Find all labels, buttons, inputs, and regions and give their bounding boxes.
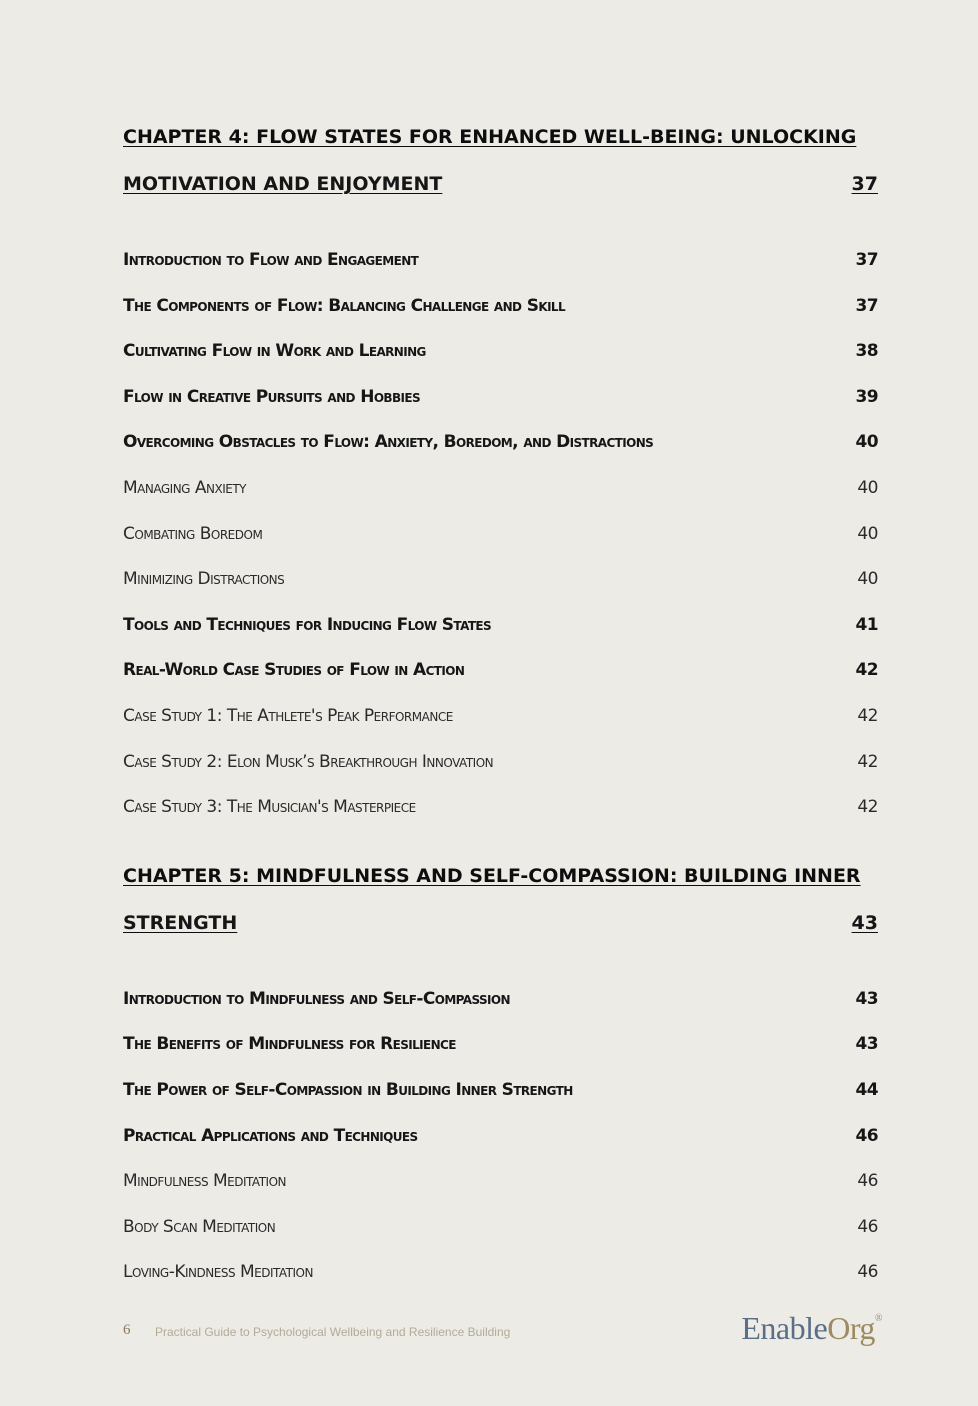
entry-page-number: 42 (857, 705, 878, 726)
dot-leader (420, 264, 853, 265)
entry-page-number: 42 (857, 751, 878, 772)
entry-page-number: 40 (857, 523, 878, 544)
chapter-title-row (123, 901, 878, 945)
dot-leader (495, 766, 855, 767)
entry-page-number: 44 (855, 1079, 878, 1100)
dot-leader (315, 1276, 855, 1277)
toc-section-entry[interactable] (123, 1114, 878, 1160)
toc-section-entry[interactable] (123, 329, 878, 375)
entry-page-number: 38 (855, 341, 878, 362)
entry-page-number: 37 (855, 250, 878, 270)
dot-leader (493, 629, 853, 630)
entry-title: Case Study 1: The Athlete's Peak Performance (123, 705, 453, 726)
footer-book-title: Practical Guide to Psychological Wellbeing and Resilience Building (155, 1325, 511, 1339)
dot-leader (288, 1185, 855, 1186)
entry-title: Managing Anxiety (123, 477, 246, 498)
dot-leader (277, 1231, 855, 1232)
entry-title: Loving-Kindness Meditation (123, 1262, 313, 1283)
entry-title: Minimizing Distractions (123, 569, 285, 590)
entry-title: Introduction to Flow and Engagement (123, 250, 419, 270)
entry-title: Practical Applications and Techniques (123, 1125, 418, 1146)
dot-leader (575, 1094, 854, 1095)
toc-subsection-entry[interactable] (123, 557, 878, 603)
toc-section-entry[interactable] (123, 648, 878, 694)
entry-title: Cultivating Flow in Work and Learning (123, 341, 426, 362)
dot-leader (428, 355, 854, 356)
dot-leader (239, 928, 849, 929)
chapter-heading[interactable] (123, 857, 878, 945)
toc-section-entry[interactable] (123, 375, 878, 421)
chapter-title-line1: CHAPTER 5: MINDFULNESS AND SELF-COMPASSION: BUILDING INNER (123, 864, 861, 887)
dot-leader (458, 1048, 854, 1049)
entry-page-number: 42 (855, 660, 878, 681)
enableorg-logo: EnableOrg® (741, 1310, 882, 1346)
page-footer (123, 1312, 882, 1356)
dot-leader (264, 538, 855, 539)
chapter-title-line1: CHAPTER 4: FLOW STATES FOR ENHANCED WELL-BEING: UNLOCKING (123, 126, 857, 148)
toc-subsection-entry[interactable] (123, 1205, 878, 1251)
toc-subsection-entry[interactable] (123, 740, 878, 786)
toc-subsection-entry[interactable] (123, 1159, 878, 1205)
entry-page-number: 46 (857, 1262, 878, 1283)
entry-page-number: 40 (857, 569, 878, 590)
entry-title: Overcoming Obstacles to Flow: Anxiety, Boredom, and Distractions (123, 432, 654, 453)
dot-leader (286, 583, 855, 584)
entry-title: The Components of Flow: Balancing Challenge and Skill (123, 295, 566, 316)
spacer (123, 206, 878, 238)
toc-section-entry[interactable] (123, 977, 878, 1023)
chapter-page-number: 37 (851, 173, 878, 195)
entry-page-number: 40 (857, 477, 878, 498)
toc-subsection-entry[interactable] (123, 512, 878, 558)
entry-page-number: 46 (855, 1125, 878, 1146)
dot-leader (455, 720, 856, 721)
toc-subsection-entry[interactable] (123, 466, 878, 512)
chapter-title-line2: MOTIVATION AND ENJOYMENT (123, 173, 443, 195)
entry-title: Tools and Techniques for Inducing Flow States (123, 614, 492, 635)
chapter-heading[interactable] (123, 118, 878, 206)
dot-leader (248, 492, 855, 493)
entry-page-number: 40 (855, 432, 878, 453)
entry-page-number: 46 (857, 1216, 878, 1237)
entry-title: Flow in Creative Pursuits and Hobbies (123, 386, 421, 407)
chapter-title-row (123, 162, 878, 206)
entry-page-number: 37 (855, 295, 878, 316)
toc-section-entry[interactable] (123, 1022, 878, 1068)
dot-leader (512, 1003, 854, 1004)
chapter-page-number: 43 (851, 911, 878, 934)
dot-leader (655, 446, 853, 447)
entry-page-number: 43 (855, 1034, 878, 1055)
toc-section-entry[interactable] (123, 420, 878, 466)
entry-page-number: 46 (857, 1171, 878, 1192)
dot-leader (567, 310, 854, 311)
entry-title: Case Study 3: The Musician's Masterpiece (123, 797, 416, 818)
entry-title: Introduction to Mindfulness and Self-Compassion (123, 988, 510, 1009)
toc-subsection-entry[interactable] (123, 785, 878, 831)
spacer (123, 831, 878, 857)
toc-section-entry[interactable] (123, 1068, 878, 1114)
table-of-contents (123, 118, 878, 1296)
dot-leader (418, 811, 856, 812)
dot-leader (444, 189, 849, 190)
page-number: 6 (123, 1322, 131, 1338)
entry-page-number: 41 (855, 614, 878, 635)
toc-section-entry[interactable] (123, 284, 878, 330)
entry-title: The Benefits of Mindfulness for Resilience (123, 1034, 456, 1055)
toc-section-entry[interactable] (123, 238, 878, 284)
entry-title: Body Scan Meditation (123, 1216, 276, 1237)
toc-section-entry[interactable] (123, 603, 878, 649)
entry-title: Real-World Case Studies of Flow in Action (123, 660, 465, 681)
toc-subsection-entry[interactable] (123, 1250, 878, 1296)
toc-subsection-entry[interactable] (123, 694, 878, 740)
dot-leader (422, 401, 854, 402)
dot-leader (466, 674, 853, 675)
entry-page-number: 39 (855, 386, 878, 407)
dot-leader (420, 1140, 854, 1141)
entry-page-number: 42 (857, 797, 878, 818)
entry-title: Case Study 2: Elon Musk’s Breakthrough Innovation (123, 751, 494, 772)
entry-title: The Power of Self-Compassion in Building Inner Strength (123, 1079, 573, 1100)
entry-page-number: 43 (855, 988, 878, 1009)
chapter-title-line2: STRENGTH (123, 911, 238, 934)
spacer (123, 945, 878, 977)
entry-title: Combating Boredom (123, 523, 263, 544)
entry-title: Mindfulness Meditation (123, 1171, 286, 1192)
